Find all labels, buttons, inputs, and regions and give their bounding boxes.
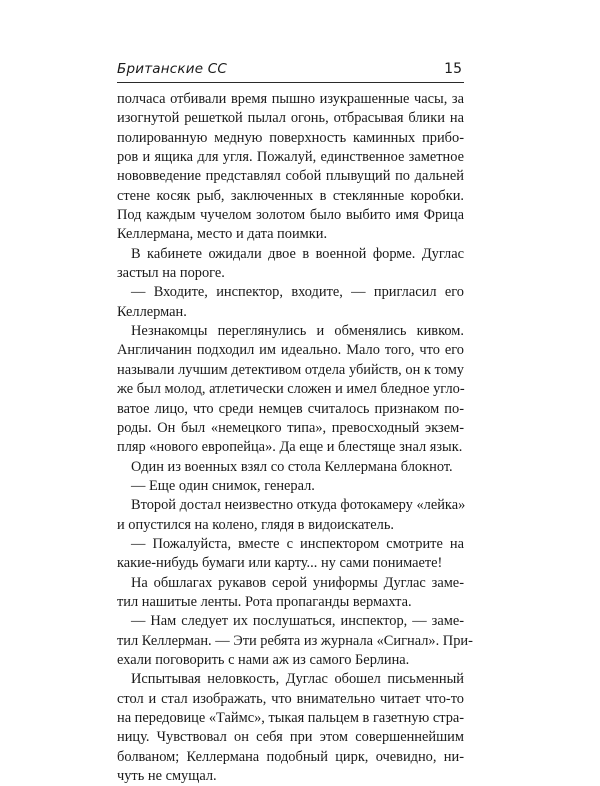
text-line: Незнакомцы переглянулись и обменялись кивком. [131, 323, 464, 340]
text-line: называли лучшим детективом отдела убийств, он к тому [117, 361, 464, 378]
text-line: роды. Он был «немецкого типа», превосходный экзем- [117, 419, 464, 436]
paragraph [117, 245, 464, 284]
text-line: ватое лицо, что среди немцев считалось признаком по- [117, 400, 464, 417]
paragraph [117, 574, 464, 613]
text-line: тил нашитые ленты. Рота пропаганды вермахта. [117, 593, 412, 610]
text-line: нововведение представлял собой плывущий по дальней [117, 168, 464, 185]
text-line: На обшлагах рукавов серой униформы Дуглас заме- [131, 574, 464, 591]
paragraph [117, 90, 464, 245]
text-line: Келлерман. [117, 303, 187, 320]
text-line: ницу. Чувствовал он себя при этом совершеннейшим [117, 729, 464, 746]
text-line: застыл на пороге. [117, 265, 225, 282]
text-line: полчаса отбивали время пышно изукрашенные часы, за [117, 91, 464, 107]
text-line: изогнутой решеткой пылал огонь, отбрасывая блики на [117, 110, 464, 127]
text-line: и опустился на колено, глядя в видоискатель. [117, 516, 394, 533]
text-line: ров и ящика для угля. Пожалуй, единственное заметное [117, 149, 464, 166]
text-line: — Нам следует их послушаться, инспектор, — заме- [131, 613, 464, 630]
text-line: болваном; Келлермана подобный цирк, очевидно, ни- [117, 748, 464, 765]
text-line: ехали поговорить с нами аж из самого Берлина. [117, 651, 410, 668]
page-header [117, 60, 464, 83]
text-line: Второй достал неизвестно откуда фотокамеру «лейка» [131, 497, 466, 514]
text-line: тил Келлерман. — Эти ребята из журнала «Сигнал». При- [117, 632, 473, 649]
text-line: Один из военных взял со стола Келлермана блокнот. [131, 458, 453, 475]
body-text [117, 90, 473, 786]
text-line: же был молод, атлетически сложен и имел бледное угло- [117, 381, 465, 398]
paragraph [117, 496, 464, 535]
paragraph [117, 283, 464, 322]
text-line: стене косяк рыб, заключенных в стеклянные коробки. [117, 187, 464, 204]
paragraph [117, 535, 464, 574]
text-line: пляр «нового европейца». Да еще и блестяще знал язык. [117, 439, 463, 456]
text-line: Англичанин подходил им идеально. Мало того, что его [117, 342, 464, 359]
page-number: 15 [444, 61, 462, 77]
paragraph [117, 670, 464, 786]
text-line: — Еще один снимок, генерал. [131, 477, 315, 494]
text-line: Под каждым чучелом золотом было выбито имя Фрица [117, 207, 464, 224]
text-line: Испытывая неловкость, Дуглас обошел письменный [131, 671, 464, 688]
text-line: стол и стал изображать, что внимательно читает что-то [117, 690, 464, 707]
text-line: — Пожалуйста, вместе с инспектором смотрите на [131, 535, 464, 552]
text-line: на передовице «Таймс», тыкая пальцем в газетную стра- [117, 710, 465, 726]
text-line: Келлермана, место и дата поимки. [117, 226, 328, 243]
paragraph [117, 612, 473, 670]
text-line: полированную медную поверхность каминных прибо- [117, 129, 464, 146]
text-line: В кабинете ожидали двое в военной форме. Дуглас [131, 245, 464, 262]
text-line: — Входите, инспектор, входите, — пригласил его [131, 284, 464, 301]
paragraph [117, 458, 464, 477]
text-line: какие-нибудь бумаги или карту... ну сами понимаете! [117, 555, 443, 572]
text-line: чуть не смущал. [117, 768, 217, 785]
paragraph [117, 477, 464, 496]
running-title: Британские СС [117, 61, 227, 77]
paragraph [117, 322, 464, 457]
